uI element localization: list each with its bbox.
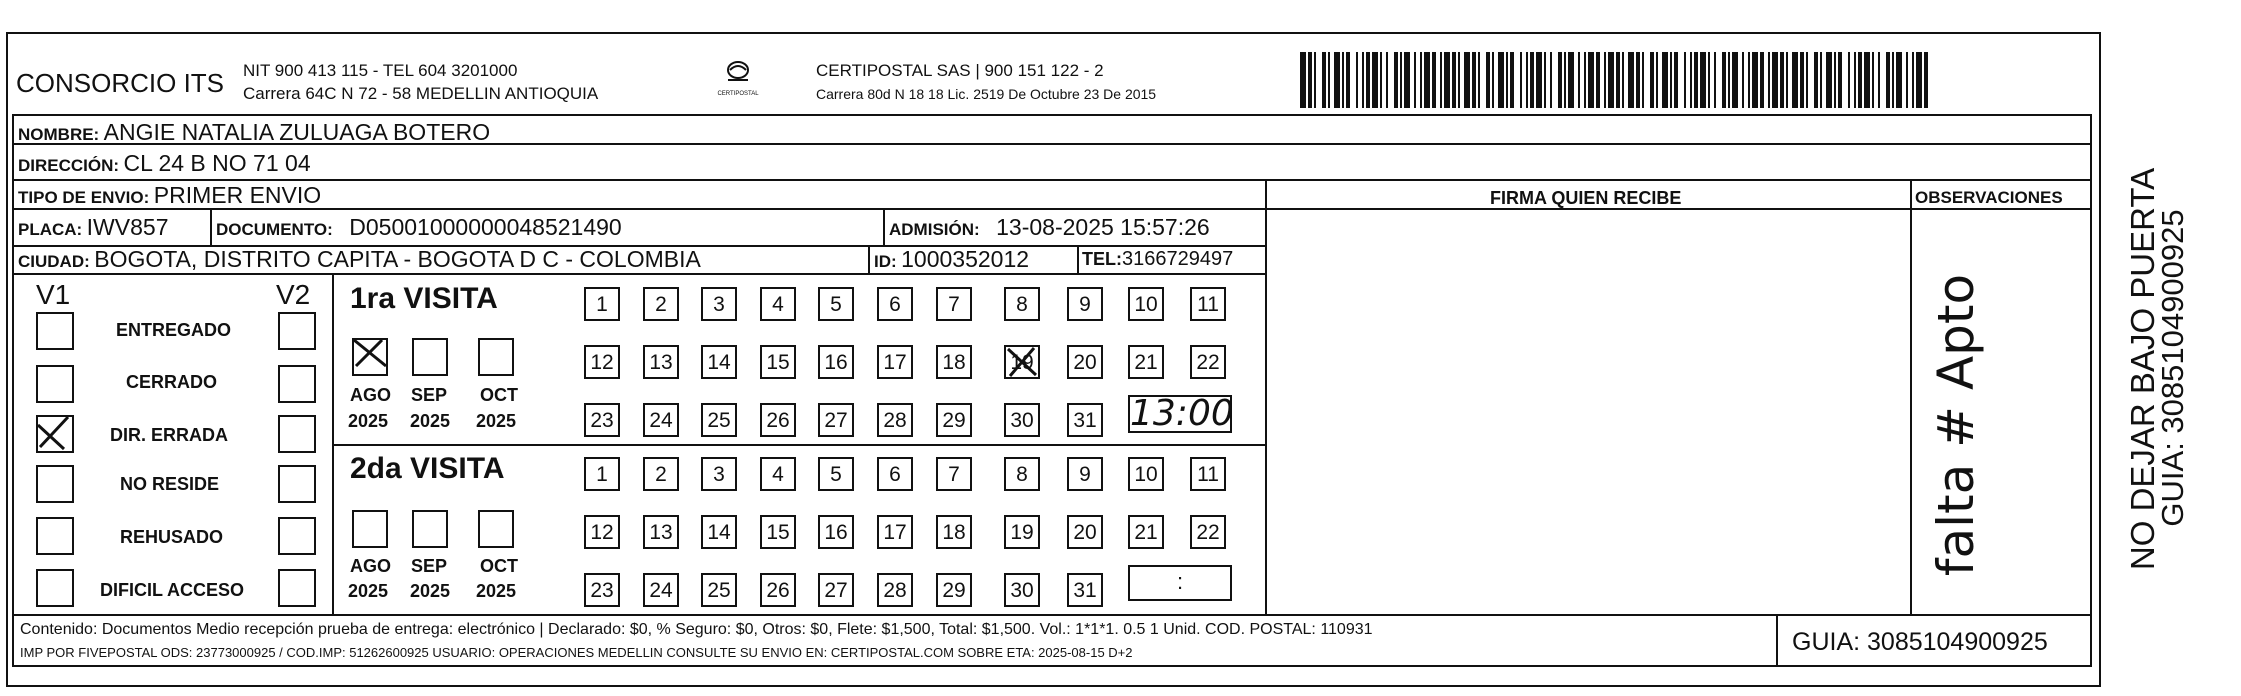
year-label: 2025 xyxy=(348,411,389,431)
barcode xyxy=(1300,52,1935,108)
v2-checkbox[interactable] xyxy=(278,569,316,607)
v2-checkbox[interactable] xyxy=(278,312,316,350)
certipostal-logo xyxy=(708,58,768,102)
v2-checkbox[interactable] xyxy=(278,517,316,555)
day-box-8[interactable]: 8 xyxy=(1004,287,1040,321)
barcode-bar xyxy=(1752,52,1758,108)
barcode-bar xyxy=(1452,52,1456,108)
barcode-bar xyxy=(1912,52,1914,108)
barcode-bar xyxy=(1356,52,1358,108)
day-box-15[interactable]: 15 xyxy=(760,515,796,549)
barcode-bar xyxy=(1916,52,1922,108)
barcode-bar xyxy=(1550,52,1552,108)
divider xyxy=(1077,245,1079,273)
barcode-bar xyxy=(1604,52,1606,108)
status-label: DIFICIL ACCESO xyxy=(100,580,245,600)
barcode-bar xyxy=(1498,52,1504,108)
barcode-bar xyxy=(1772,52,1778,108)
footer-guia: GUIA: 3085104900925 xyxy=(1792,628,2048,656)
barcode-bar xyxy=(1780,52,1784,108)
send-type-row xyxy=(18,184,321,207)
name-row xyxy=(18,121,490,144)
document-cell xyxy=(216,216,622,239)
city-cell xyxy=(18,248,701,271)
tel-label: TEL: xyxy=(1082,249,1122,269)
recipient-name: ANGIE NATALIA ZULUAGA BOTERO xyxy=(103,119,491,145)
barcode-bar xyxy=(1642,52,1644,108)
barcode-bar xyxy=(1400,52,1402,108)
year-label: 2025 xyxy=(410,411,451,431)
month-label: OCT xyxy=(480,556,518,576)
barcode-bar xyxy=(1520,52,1522,108)
day-box-3[interactable]: 3 xyxy=(701,287,737,321)
barcode-bar xyxy=(1424,52,1430,108)
barcode-bar xyxy=(1656,52,1658,108)
year-label: 2025 xyxy=(476,411,517,431)
barcode-bar xyxy=(1568,52,1574,108)
plate-label: PLACA: xyxy=(18,220,83,239)
barcode-bar xyxy=(1380,52,1382,108)
barcode-bar xyxy=(1506,52,1508,108)
signature-header: FIRMA QUIEN RECIBE xyxy=(1490,188,1682,208)
barcode-bar xyxy=(1684,52,1686,108)
day-box-20[interactable]: 20 xyxy=(1067,515,1103,549)
day-box-12[interactable]: 12 xyxy=(584,515,620,549)
barcode-bar xyxy=(1708,52,1710,108)
city-label: CIUDAD: xyxy=(18,252,90,271)
visit-time-box[interactable] xyxy=(1128,395,1232,433)
admission-cell xyxy=(889,216,1210,239)
send-type: PRIMER ENVIO xyxy=(153,182,322,208)
day-box-20[interactable]: 20 xyxy=(1067,345,1103,379)
visit-time: 13:00 xyxy=(1130,393,1234,434)
barcode-bar xyxy=(1440,52,1442,108)
barcode-bar xyxy=(1670,52,1672,108)
check-mark-icon xyxy=(34,413,72,451)
barcode-bar xyxy=(1564,52,1566,108)
divider xyxy=(1776,614,1778,666)
barcode-bar xyxy=(1786,52,1788,108)
no-dejar-text: NO DEJAR BAJO PUERTA xyxy=(2124,167,2161,571)
barcode-bar xyxy=(1820,52,1822,108)
day-box-10[interactable]: 10 xyxy=(1128,457,1164,491)
barcode-bar xyxy=(1536,52,1542,108)
day-box-13[interactable]: 13 xyxy=(643,515,679,549)
v1-checkbox[interactable] xyxy=(36,365,74,403)
recipient-address: CL 24 B NO 71 04 xyxy=(123,150,311,176)
day-box-11[interactable]: 11 xyxy=(1190,457,1226,491)
barcode-bar xyxy=(1596,52,1600,108)
day-box-18[interactable]: 18 xyxy=(936,345,972,379)
barcode-bar xyxy=(1622,52,1624,108)
barcode-bar xyxy=(1464,52,1470,108)
day-box-5[interactable]: 5 xyxy=(818,287,854,321)
barcode-bar xyxy=(1578,52,1580,108)
barcode-bar xyxy=(1558,52,1562,108)
day-box-22[interactable]: 22 xyxy=(1190,345,1226,379)
day-box-19[interactable]: 19 xyxy=(1004,345,1040,379)
barcode-bar xyxy=(1694,52,1698,108)
day-box-2[interactable]: 2 xyxy=(643,287,679,321)
day-box-24[interactable]: 24 xyxy=(643,403,679,437)
divider xyxy=(332,273,334,615)
barcode-bar xyxy=(1366,52,1370,108)
day-box-26[interactable]: 26 xyxy=(760,403,796,437)
day-box-25[interactable]: 25 xyxy=(701,573,737,607)
barcode-bar xyxy=(1414,52,1416,108)
nit-line: NIT 900 413 115 - TEL 604 3201000 xyxy=(243,61,518,80)
day-box-27[interactable]: 27 xyxy=(818,403,854,437)
tel: 3166729497 xyxy=(1122,248,1234,270)
visit-time: : xyxy=(1176,569,1184,594)
barcode-bar xyxy=(1420,52,1422,108)
content-line: Contenido: Documentos Medio recepción prueba de entrega: electrónico | Declarado: $0, % Seguro: $0, Otros: $0, Flete: $1,500, Total: $1,500. Vol.: 1*1*1. 0.5 1 Unid. COD. POSTAL: 110931 xyxy=(20,621,1373,638)
barcode-bar xyxy=(1768,52,1770,108)
v1-checkbox[interactable] xyxy=(36,312,74,350)
divider xyxy=(868,245,870,273)
barcode-bar xyxy=(1854,52,1856,108)
month-label: AGO xyxy=(350,556,392,576)
day-box-23[interactable]: 23 xyxy=(584,573,620,607)
divider xyxy=(12,208,2092,210)
status-label: DIR. ERRADA xyxy=(110,425,229,445)
barcode-bar xyxy=(1848,52,1850,108)
divider xyxy=(12,114,14,666)
day-box-10[interactable]: 10 xyxy=(1128,287,1164,321)
day-box-9[interactable]: 9 xyxy=(1067,457,1103,491)
day-box-1[interactable]: 1 xyxy=(584,287,620,321)
barcode-bar xyxy=(1636,52,1640,108)
barcode-bar xyxy=(1834,52,1836,108)
v1-label: V1 xyxy=(36,279,71,310)
id-cell xyxy=(874,248,1029,271)
barcode-bar xyxy=(1346,52,1350,108)
barcode-bar xyxy=(1872,52,1874,108)
day-box-26[interactable]: 26 xyxy=(760,573,796,607)
day-box-13[interactable]: 13 xyxy=(643,345,679,379)
visit-title: 1ra VISITA xyxy=(350,282,498,315)
day-box-9[interactable]: 9 xyxy=(1067,287,1103,321)
barcode-bar xyxy=(1386,52,1388,108)
day-check-mark-icon xyxy=(1004,345,1040,379)
year-label: 2025 xyxy=(476,581,517,601)
month-label: OCT xyxy=(480,385,518,405)
status-label: NO RESIDE xyxy=(120,474,220,494)
v1-checkbox[interactable] xyxy=(36,517,74,555)
day-box-14[interactable]: 14 xyxy=(701,515,737,549)
barcode-bar xyxy=(1444,52,1450,108)
document-label: DOCUMENTO: xyxy=(216,220,333,239)
company-name: CONSORCIO ITS xyxy=(16,68,225,98)
barcode-bar xyxy=(1328,52,1330,108)
divider xyxy=(12,273,1267,275)
barcode-bar xyxy=(1800,52,1804,108)
barcode-bar xyxy=(1826,52,1832,108)
barcode-bar xyxy=(1472,52,1476,108)
carrier-name: CERTIPOSTAL SAS | 900 151 122 - 2 xyxy=(816,61,1104,80)
day-box-14[interactable]: 14 xyxy=(701,345,737,379)
v2-checkbox[interactable] xyxy=(278,465,316,503)
barcode-bar xyxy=(1342,52,1344,108)
v2-checkbox[interactable] xyxy=(278,415,316,453)
day-box-7[interactable]: 7 xyxy=(936,457,972,491)
day-box-28[interactable]: 28 xyxy=(877,403,913,437)
observations-handwriting xyxy=(1927,236,1985,606)
day-box-22[interactable]: 22 xyxy=(1190,515,1226,549)
barcode-bar xyxy=(1432,52,1436,108)
barcode-bar xyxy=(1300,52,1306,108)
barcode-bar xyxy=(1616,52,1620,108)
recipient-id: 1000352012 xyxy=(901,246,1030,272)
day-box-5[interactable]: 5 xyxy=(818,457,854,491)
day-box-11[interactable]: 11 xyxy=(1190,287,1226,321)
barcode-bar xyxy=(1792,52,1798,108)
barcode-bar xyxy=(1510,52,1514,108)
month-label: SEP xyxy=(411,385,448,405)
day-box-28[interactable]: 28 xyxy=(877,573,913,607)
admission-label: ADMISIÓN: xyxy=(889,220,980,239)
day-box-7[interactable]: 7 xyxy=(936,287,972,321)
logo-mark-icon xyxy=(720,58,756,86)
barcode-bar xyxy=(1404,52,1410,108)
barcode-bar xyxy=(1886,52,1890,108)
barcode-bar xyxy=(1362,52,1364,108)
status-label: CERRADO xyxy=(126,372,218,392)
status-label: ENTREGADO xyxy=(116,320,232,340)
day-box-24[interactable]: 24 xyxy=(643,573,679,607)
status-label: REHUSADO xyxy=(120,527,224,547)
day-box-21[interactable]: 21 xyxy=(1128,515,1164,549)
visit-title: 2da VISITA xyxy=(350,452,505,485)
barcode-bar xyxy=(1748,52,1750,108)
barcode-bar xyxy=(1924,52,1928,108)
month-checkbox[interactable] xyxy=(478,510,514,548)
divider xyxy=(12,114,2092,116)
side-guia-text: GUIA: 3085104900925 xyxy=(2155,209,2190,527)
v1-checkbox[interactable] xyxy=(36,569,74,607)
divider xyxy=(332,444,1267,446)
barcode-bar xyxy=(1530,52,1534,108)
barcode-bar xyxy=(1690,52,1692,108)
barcode-bar xyxy=(1892,52,1894,108)
send-type-label: TIPO DE ENVIO: xyxy=(18,188,150,207)
barcode-bar xyxy=(1864,52,1870,108)
day-box-30[interactable]: 30 xyxy=(1004,573,1040,607)
plate: IWV857 xyxy=(86,214,169,240)
day-box-18[interactable]: 18 xyxy=(936,515,972,549)
day-box-31[interactable]: 31 xyxy=(1067,573,1103,607)
day-box-1[interactable]: 1 xyxy=(584,457,620,491)
month-checkbox[interactable] xyxy=(412,510,448,548)
barcode-bar xyxy=(1526,52,1528,108)
barcode-bar xyxy=(1394,52,1398,108)
month-checkbox[interactable] xyxy=(478,338,514,376)
barcode-bar xyxy=(1742,52,1744,108)
tel-cell xyxy=(1082,249,1233,269)
barcode-bar xyxy=(1722,52,1726,108)
day-box-31[interactable]: 31 xyxy=(1067,403,1103,437)
barcode-bar xyxy=(1878,52,1880,108)
year-label: 2025 xyxy=(348,581,389,601)
day-box-4[interactable]: 4 xyxy=(760,457,796,491)
divider xyxy=(1265,179,1267,615)
day-box-16[interactable]: 16 xyxy=(818,515,854,549)
barcode-bar xyxy=(1588,52,1594,108)
barcode-bar xyxy=(1334,52,1340,108)
day-box-6[interactable]: 6 xyxy=(877,287,913,321)
name-label: NOMBRE: xyxy=(18,125,100,144)
month-label: AGO xyxy=(350,385,392,405)
day-box-21[interactable]: 21 xyxy=(1128,345,1164,379)
barcode-bar xyxy=(1486,52,1490,108)
barcode-bar xyxy=(1714,52,1716,108)
month-checkbox[interactable] xyxy=(412,338,448,376)
plate-cell xyxy=(18,216,169,239)
barcode-bar xyxy=(1760,52,1764,108)
barcode-bar xyxy=(1544,52,1546,108)
day-box-15[interactable]: 15 xyxy=(760,345,796,379)
check-mark-icon xyxy=(352,336,388,374)
day-box-29[interactable]: 29 xyxy=(936,573,972,607)
barcode-bar xyxy=(1372,52,1378,108)
side-notice xyxy=(2098,140,2208,600)
day-box-16[interactable]: 16 xyxy=(818,345,854,379)
day-box-27[interactable]: 27 xyxy=(818,573,854,607)
divider xyxy=(883,208,885,245)
barcode-bar xyxy=(1674,52,1678,108)
month-checkbox-checked[interactable] xyxy=(352,338,388,376)
document-number: D05001000000048521490 xyxy=(349,214,622,240)
day-box-19[interactable]: 19 xyxy=(1004,515,1040,549)
divider xyxy=(210,208,212,245)
divider xyxy=(12,665,2092,667)
barcode-bar xyxy=(1650,52,1654,108)
barcode-bar xyxy=(1584,52,1586,108)
day-box-4[interactable]: 4 xyxy=(760,287,796,321)
barcode-bar xyxy=(1608,52,1614,108)
day-box-30[interactable]: 30 xyxy=(1004,403,1040,437)
barcode-bar xyxy=(1838,52,1842,108)
observations-note: falta # Apto xyxy=(1927,273,1985,577)
barcode-bar xyxy=(1858,52,1862,108)
barcode-bar xyxy=(1806,52,1808,108)
admission-date: 13-08-2025 15:57:26 xyxy=(996,214,1210,240)
v1-checkbox-checked[interactable] xyxy=(36,415,74,453)
barcode-bar xyxy=(1492,52,1494,108)
day-box-25[interactable]: 25 xyxy=(701,403,737,437)
observations-header: OBSERVACIONES xyxy=(1915,188,2063,207)
v2-checkbox[interactable] xyxy=(278,365,316,403)
day-box-23[interactable]: 23 xyxy=(584,403,620,437)
address-label: DIRECCIÓN: xyxy=(18,156,120,175)
v2-label: V2 xyxy=(276,279,311,310)
day-box-29[interactable]: 29 xyxy=(936,403,972,437)
day-box-12[interactable]: 12 xyxy=(584,345,620,379)
day-box-2[interactable]: 2 xyxy=(643,457,679,491)
barcode-bar xyxy=(1728,52,1730,108)
barcode-bar xyxy=(1906,52,1908,108)
day-box-6[interactable]: 6 xyxy=(877,457,913,491)
address-row xyxy=(18,152,311,175)
city: BOGOTA, DISTRITO CAPITA - BOGOTA D C - COLOMBIA xyxy=(94,246,701,272)
barcode-bar xyxy=(1308,52,1312,108)
barcode-bar xyxy=(1322,52,1326,108)
month-checkbox[interactable] xyxy=(352,510,388,548)
year-label: 2025 xyxy=(410,581,451,601)
month-label: SEP xyxy=(411,556,448,576)
day-box-3[interactable]: 3 xyxy=(701,457,737,491)
id-label: ID: xyxy=(874,252,897,271)
barcode-bar xyxy=(1662,52,1668,108)
v1-checkbox[interactable] xyxy=(36,465,74,503)
day-box-17[interactable]: 17 xyxy=(877,515,913,549)
barcode-bar xyxy=(1732,52,1738,108)
barcode-bar xyxy=(1314,52,1316,108)
barcode-bar xyxy=(1814,52,1818,108)
divider xyxy=(2090,114,2092,666)
divider xyxy=(12,614,2092,616)
visit-time-box[interactable] xyxy=(1128,565,1232,601)
barcode-bar xyxy=(1700,52,1706,108)
barcode-bar xyxy=(1458,52,1460,108)
company-address: Carrera 64C N 72 - 58 MEDELLIN ANTIOQUIA xyxy=(243,84,599,103)
barcode-bar xyxy=(1896,52,1902,108)
imp-line: IMP POR FIVEPOSTAL ODS: 23773000925 / COD.IMP: 51262600925 USUARIO: OPERACIONES MEDELLIN CONSULTE SU ENVIO EN: CERTIPOSTAL.COM SOBRE ETA: 2025-08-15 D+2 xyxy=(20,645,1133,660)
logo-text: CERTIPOSTAL xyxy=(717,91,759,97)
day-box-8[interactable]: 8 xyxy=(1004,457,1040,491)
day-box-17[interactable]: 17 xyxy=(877,345,913,379)
carrier-license: Carrera 80d N 18 18 Lic. 2519 De Octubre 23 De 2015 xyxy=(816,86,1157,102)
barcode-bar xyxy=(1478,52,1480,108)
divider xyxy=(12,179,2092,181)
divider xyxy=(1910,179,1912,615)
barcode-bar xyxy=(1628,52,1634,108)
